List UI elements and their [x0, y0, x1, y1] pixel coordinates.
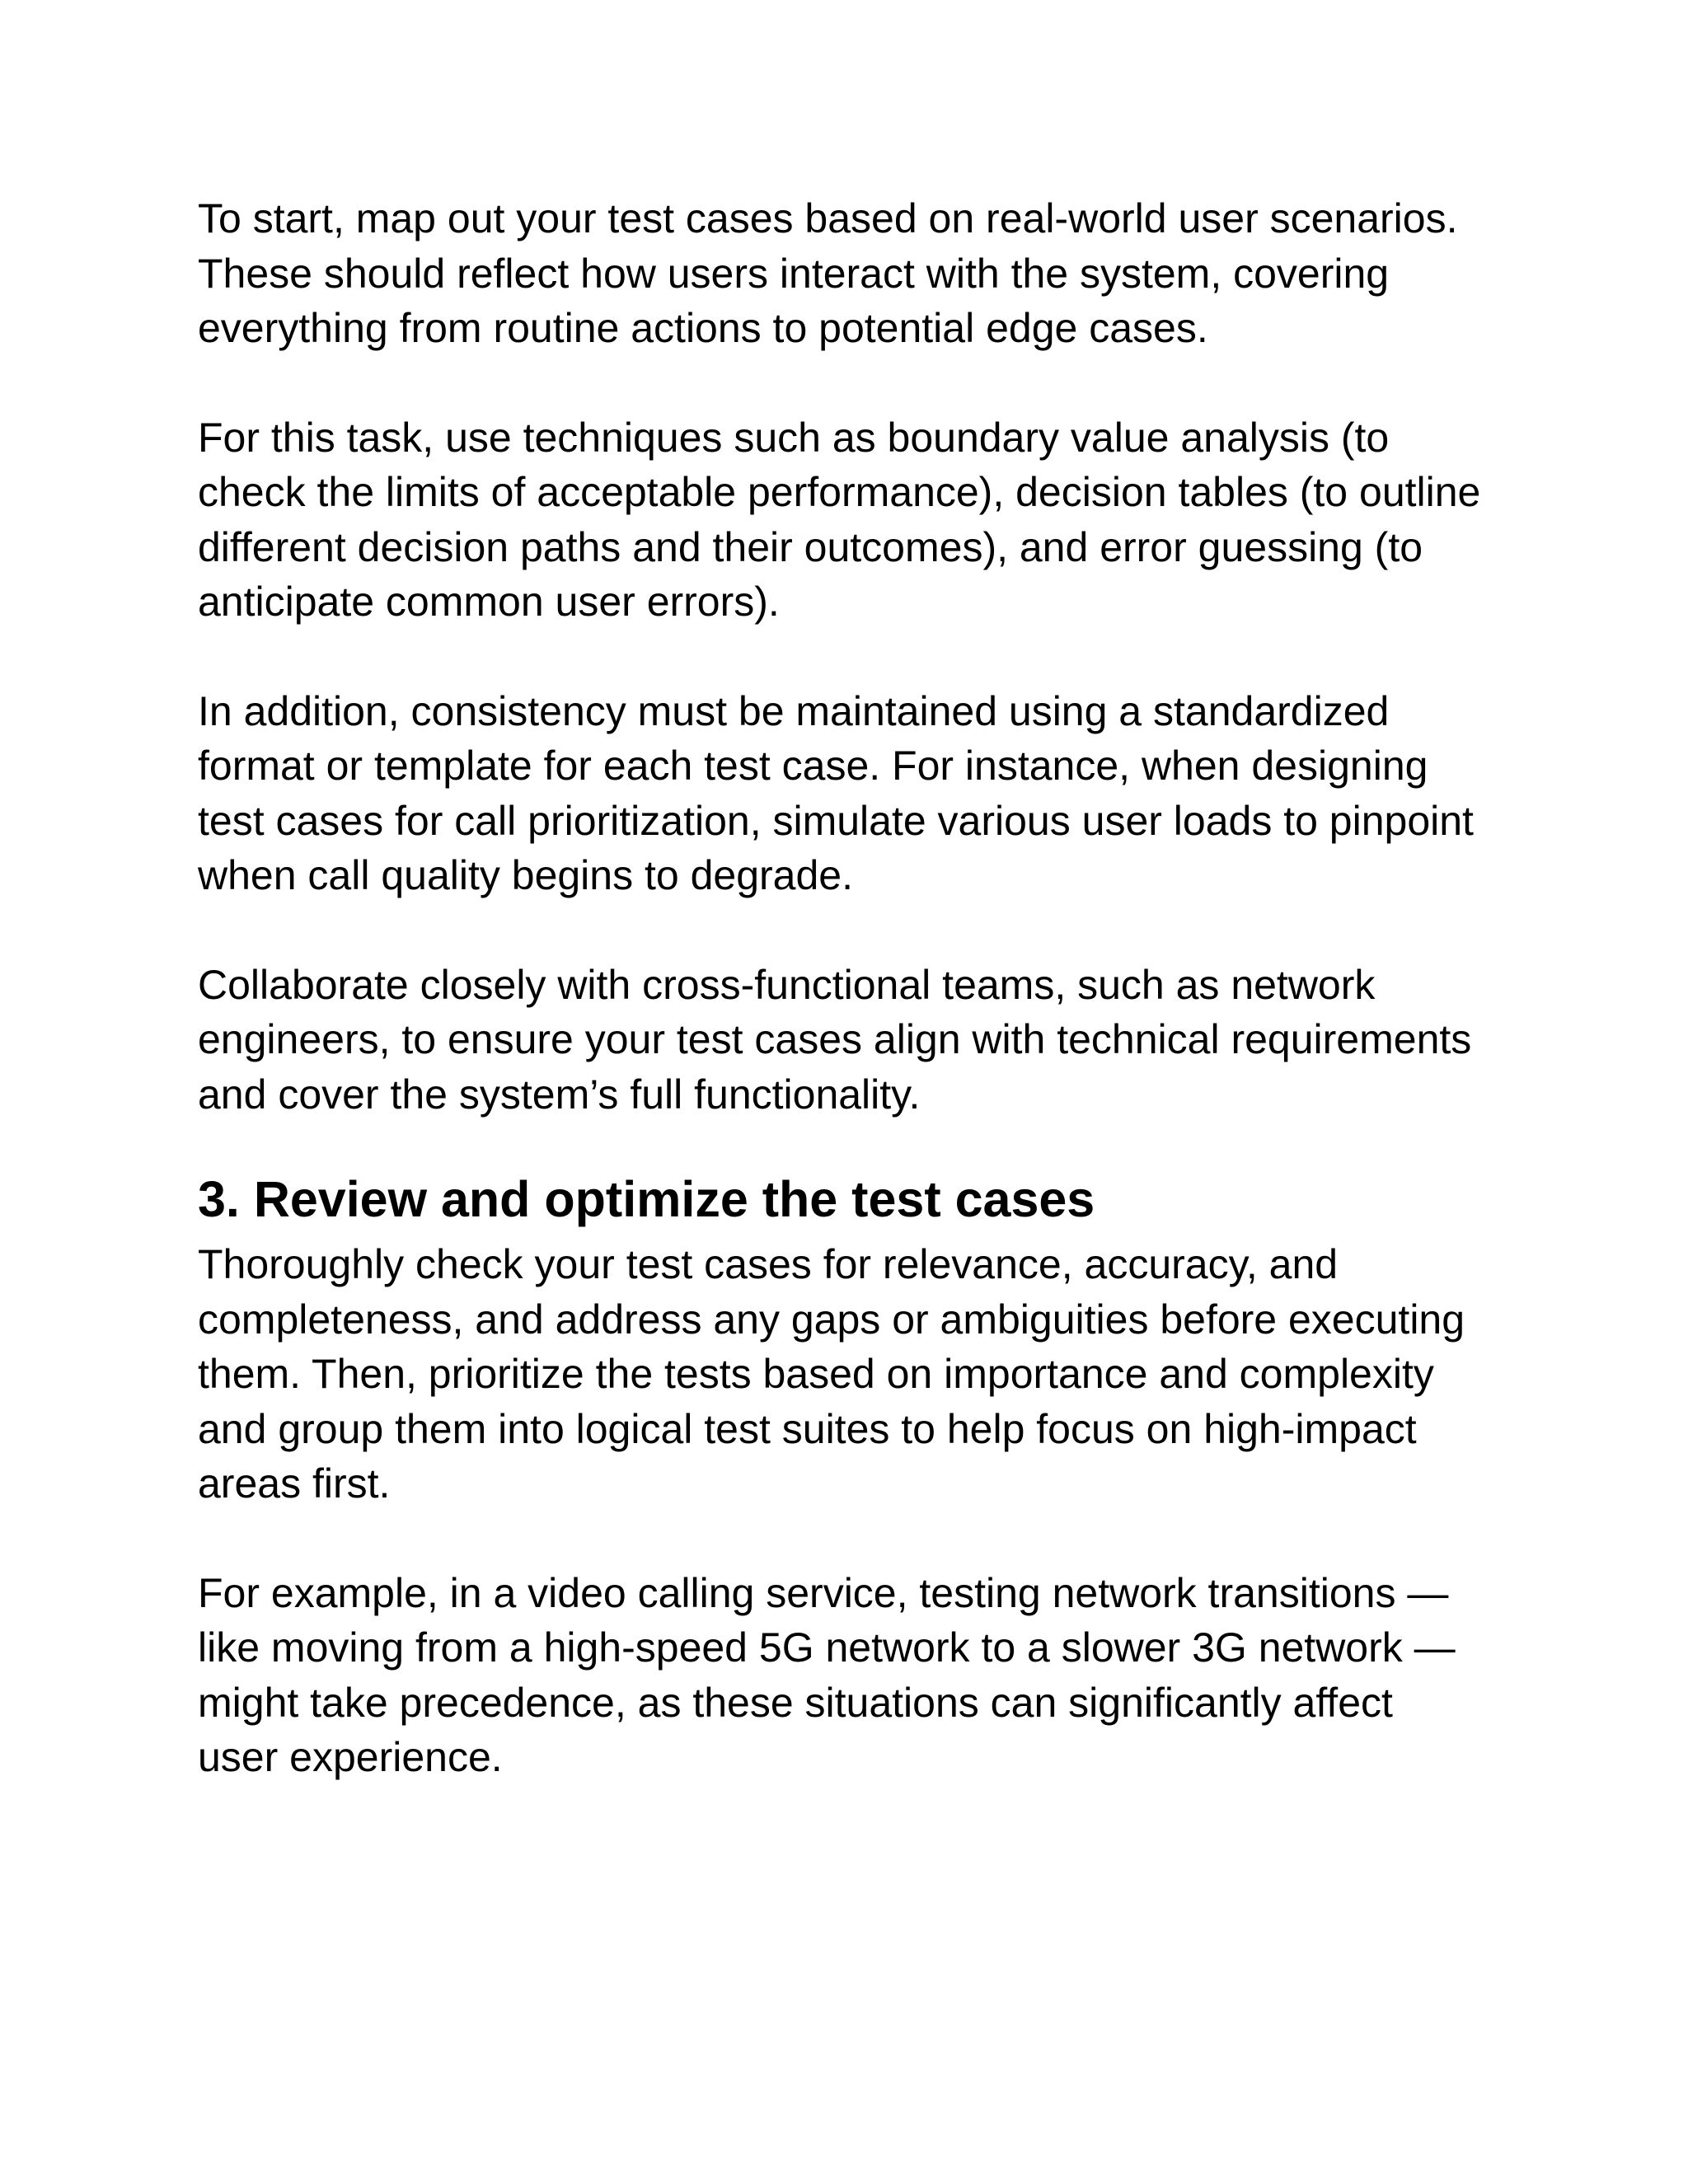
paragraph-consistency: In addition, consistency must be maintained using a standardized format or template for each test case. For instance, when designing test cases for call prioritization, simulate various user loads to pinpoint when call quality begins to degrade.: [198, 687, 1474, 898]
paragraph-collaboration: Collaborate closely with cross-functional teams, such as network engineers, to ensure your test cases align with technical requirements and cover the system’s full functionality.: [198, 961, 1472, 1118]
document-body: [198, 191, 1500, 1785]
section-heading: 3. Review and optimize the test cases: [198, 1171, 1095, 1227]
paragraph-network-transition-example: For example, in a video calling service, testing network transitions — like moving from a high-speed 5G network to a slower 3G network — might take precedence, as these situations can significantly affect user experience.: [198, 1569, 1456, 1780]
paragraph-test-techniques: For this task, use techniques such as boundary value analysis (to check the limits of acceptable performance), decision tables (to outline different decision paths and their outcomes), and error guessing (to anticipate common user errors).: [198, 414, 1481, 625]
paragraph-test-case-mapping: To start, map out your test cases based on real-world user scenarios. These should reflect how users interact with the system, covering everything from routine actions to potential edge cases.: [198, 195, 1458, 351]
paragraph-review-test-cases: Thoroughly check your test cases for relevance, accuracy, and completeness, and address any gaps or ambiguities before executing them. Then, prioritize the tests based on importance and complexity and group them into logical test suites to help focus on high-impact areas first.: [198, 1241, 1465, 1507]
